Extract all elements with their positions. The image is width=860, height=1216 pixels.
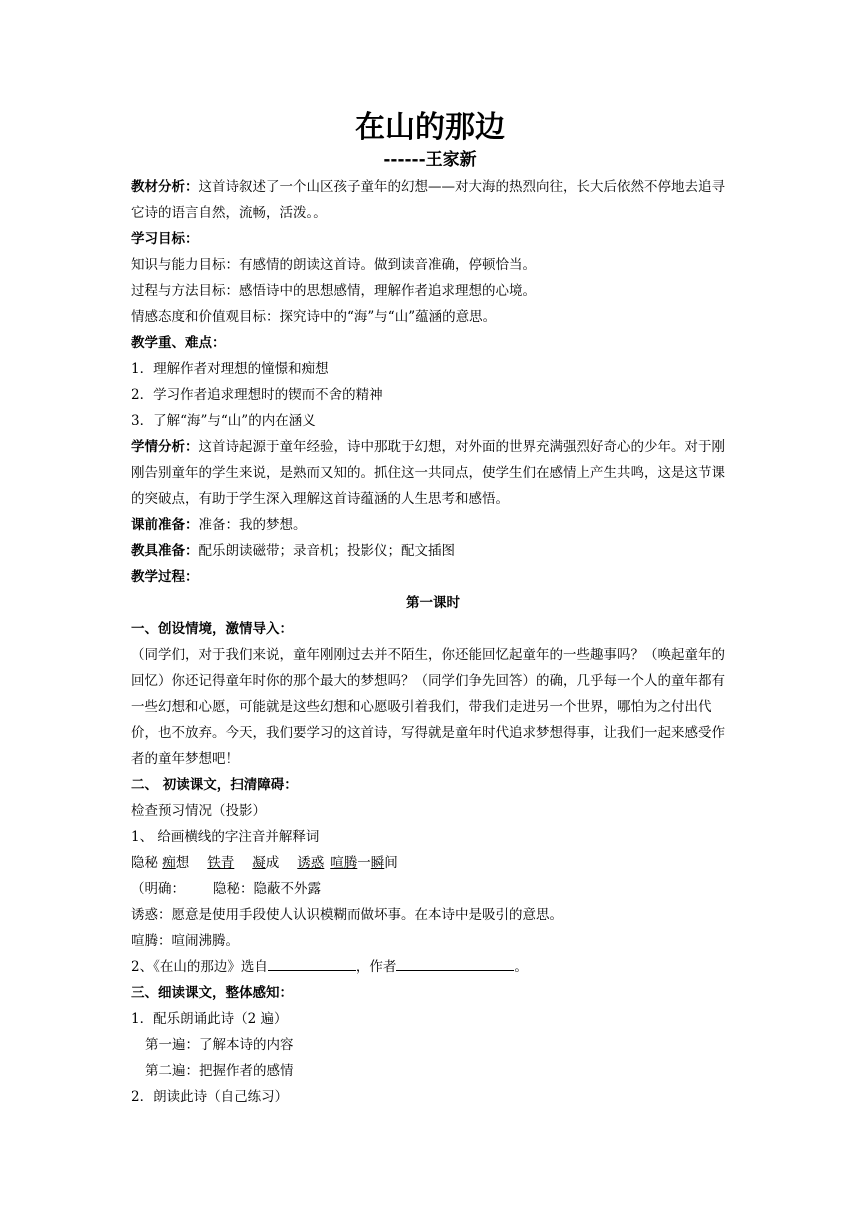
word: 想: [175, 855, 190, 871]
page-title: 在山的那边: [355, 110, 505, 145]
tools-label: 教具准备：: [131, 543, 199, 559]
document-body: [131, 174, 735, 1110]
lesson-title: 第一课时: [406, 595, 460, 611]
situation-label: 学情分析：: [131, 439, 199, 455]
prep-text: 准备：我的梦想。: [198, 517, 307, 533]
section3-subitem: 第一遍：了解本诗的内容: [145, 1037, 294, 1053]
section3-heading: 三、细读课文，整体感知：: [131, 985, 293, 1001]
question-1: 1、 给画横线的字注音并解释词: [131, 829, 320, 845]
goal-item: 情感态度和价值观目标：探究诗中的“海”与“山”蕴涵的意思。: [131, 309, 497, 325]
check-line: 检查预习情况（投影）: [131, 803, 266, 819]
key-point-item: 3．了解“海”与“山”的内在涵义: [131, 413, 316, 429]
section3-item: 2．朗读此诗（自己练习）: [131, 1089, 289, 1105]
process-label: 教学过程：: [131, 569, 199, 585]
underlined-word: 铁青: [207, 855, 235, 871]
source-blank[interactable]: [268, 956, 356, 971]
section1-text: （同学们，对于我们来说，童年刚刚过去并不陌生，你还能回忆起童年的一些趣事吗？（唤起童年的回忆）你还记得童年时你的那个最大的梦想吗？（同学们争先回答）的确，几乎每一个人的童年都有一些幻想和心愿，可能就是这些幻想和心愿吸引着我们，带我们走进另一个世界，哪怕为之付出代价，也不放弃。今天，我们要学习的这首诗，写得就是童年时代追求梦想得事，让我们一起来感受作者的童年梦想吧！: [131, 647, 725, 767]
word: 成: [265, 855, 280, 871]
clarify-label: （明确：: [131, 881, 185, 897]
key-points-label: 教学重、难点：: [131, 335, 226, 351]
section2-heading: 二、 初读课文，扫清障碍：: [131, 777, 298, 793]
question-2-text: 。: [514, 959, 528, 975]
section3-item: 1．配乐朗诵此诗（2 遍）: [131, 1011, 288, 1027]
word: 一: [357, 855, 371, 871]
underlined-char: 痴: [162, 855, 176, 871]
goal-item: 过程与方法目标：感悟诗中的思想感情，理解作者追求理想的心境。: [131, 283, 536, 299]
tools-text: 配乐朗读磁带；录音机；投影仪；配文插图: [198, 543, 455, 559]
section1-heading: 一、创设情境，激情导入：: [131, 621, 293, 637]
question-2-text: 2、《在山的那边》选自: [131, 959, 268, 975]
prep-paragraph: [131, 512, 735, 538]
tools-paragraph: [131, 538, 735, 564]
definition: 诱惑：愿意是使用手段使人认识模糊而做坏事。在本诗中是吸引的意思。: [131, 907, 563, 923]
word-list: [131, 850, 735, 876]
question-2-text: ，作者: [355, 959, 397, 975]
key-point-item: 1．理解作者对理想的憧憬和痴想: [131, 361, 329, 377]
underlined-word: 诱惑: [297, 855, 325, 871]
definition: 喧腾：喧闹沸腾。: [131, 933, 239, 949]
underlined-char: 凝: [252, 855, 266, 871]
underlined-char: 瞬: [370, 855, 385, 871]
goals-label: 学习目标：: [131, 231, 199, 247]
author-line: ------王家新: [383, 150, 477, 170]
underlined-word: 喧腾: [330, 855, 358, 871]
word: 隐秘: [131, 855, 163, 871]
question-2: [131, 954, 735, 980]
analysis-paragraph: [131, 174, 735, 226]
prep-label: 课前准备：: [131, 517, 199, 533]
situation-paragraph: [131, 434, 735, 512]
analysis-label: 教材分析：: [131, 179, 199, 195]
section3-subitem: 第二遍：把握作者的感情: [145, 1063, 294, 1079]
author-blank[interactable]: [396, 956, 514, 971]
word: 间: [384, 855, 398, 871]
key-point-item: 2．学习作者追求理想时的锲而不舍的精神: [131, 387, 383, 403]
clarify-text: 隐秘：隐蔽不外露: [213, 881, 321, 897]
situation-text: 这首诗起源于童年经验，诗中那耽于幻想，对外面的世界充满强烈好奇心的少年。对于刚刚告别童年的学生来说，是熟而又知的。抓住这一共同点，使学生们在感情上产生共鸣，这是这节课的突破点，有助于学生深入理解这首诗蕴涵的人生思考和感悟。: [131, 439, 725, 507]
goal-item: 知识与能力目标：有感情的朗读这首诗。做到读音准确，停顿恰当。: [131, 257, 536, 273]
analysis-text: 这首诗叙述了一个山区孩子童年的幻想——对大海的热烈向往，长大后依然不停地去追寻它诗的语言自然，流畅，活泼。。: [131, 179, 725, 221]
clarify-line: [131, 876, 735, 902]
